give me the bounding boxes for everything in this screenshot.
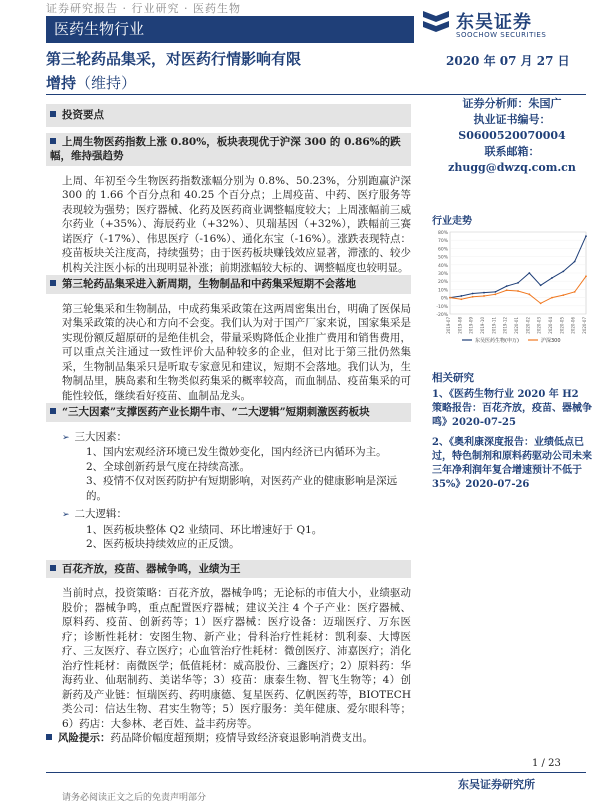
section-2-heading: 第三轮药品集采进入新周期，生物制品和中药集采短期不会落地 [62, 278, 356, 290]
x-tick-label: 2019-11 [491, 317, 497, 334]
square-bullet-icon [50, 280, 56, 286]
invest-points-band [46, 104, 411, 127]
data-point [528, 293, 530, 295]
data-point [517, 282, 519, 284]
email-label: 联系邮箱： [484, 145, 540, 158]
analyst-block [432, 96, 592, 176]
data-point [460, 295, 462, 297]
data-point [472, 296, 474, 298]
section-4-text: 当前时点，投资策略：百花齐放，器械争鸣；无论标的市值大小，业绩驱动股价；器械争鸣，重点配置医疗器械；建议关注 4 个子产业：医疗器械、原料药、疫苗、创新药等；1）医疗器械：医疗设备：迈瑞医疗、万东医疗；诊断性耗材：安图生物、新产业；骨科治疗性耗材：凯利泰、大博医疗、三友医疗、春立医疗；心血管治疗性耗材：微创医疗、沛嘉医疗；消化治疗性耗材：南微医学；低值耗材：威高股份、三鑫医疗；2）原料药：华海药业、仙琚制药、美诺华等；3）疫苗：康泰生物、智飞生物等；4）创新药及产业链：恒瑞医药、药明康德、复星医药、亿帆医药等，BIOTECH 类公司：信达生物、君实生物等；5）医疗服务：美年健康、爱尔眼科等；6）药店：大参林、老百姓、益丰药房等。 [62, 587, 411, 730]
disclaimer: 请务必阅读正文之后的免责声明部分 [62, 793, 207, 803]
industry-trend-chart [428, 228, 592, 348]
x-tick-label: 2019-07 [446, 317, 451, 334]
square-bullet-icon [50, 408, 56, 414]
data-point [506, 285, 508, 287]
logic-title [62, 507, 411, 523]
page-title: 第三轮药品集采，对医药行情影响有限 [46, 50, 302, 68]
data-point [494, 293, 496, 295]
data-point [540, 302, 542, 304]
related-research-title: 相关研究 [432, 372, 474, 384]
data-point [528, 272, 530, 274]
data-point [494, 291, 496, 293]
y-tick-label: 10% [437, 288, 448, 294]
factor-item: 1、国内宏观经济环境已发生微妙变化，国内经济已内循环为主。 [86, 446, 387, 458]
x-tick-label: 2019-10 [480, 317, 485, 334]
x-tick-label: 2020-03 [536, 317, 542, 334]
risk-text: 药品降价幅度超预期；疫情导致经济衰退影响消费支出。 [110, 732, 373, 744]
factors-title-text: 三大因素： [74, 430, 128, 443]
data-point [551, 297, 553, 299]
y-tick-label: 70% [437, 239, 448, 245]
logo-mark-icon [420, 8, 452, 38]
square-bullet-icon [50, 565, 56, 571]
report-type-line: 证券研究报告 · 行业研究 · 医药生物 [46, 2, 241, 15]
section-3-heading-band [46, 403, 411, 422]
section-1-heading: 上周生物医药指数上涨 0.80%，板块表现优于沪深 300 的 0.86%的跌幅，维持强趋势 [50, 135, 401, 162]
chart-title: 行业走势 [432, 216, 472, 227]
arrow-bullet-icon: ➢ [62, 510, 70, 520]
invest-points-heading: 投资要点 [62, 109, 104, 121]
y-tick-label: -10% [436, 304, 448, 310]
analyst-name: 朱国广 [528, 97, 562, 110]
y-tick-label: 20% [437, 280, 448, 286]
square-bullet-icon [50, 111, 56, 117]
series-line [450, 276, 586, 303]
logo-en-text: SOOCHOW SECURITIES [456, 31, 547, 39]
logic-item: 1、医药板块整体 Q2 业绩同、环比增速好于 Q1。 [86, 523, 323, 536]
square-bullet-icon [46, 734, 52, 740]
risk-line [46, 731, 411, 746]
logo-cn-text: 东吴证券 [456, 12, 532, 33]
section-3-heading: “三大因素”支撑医药产业长期牛市、“二大逻辑”短期刺激医药板块 [62, 406, 370, 418]
x-tick-label: 2020-06 [570, 317, 576, 334]
section-1-heading-band [46, 133, 411, 166]
x-tick-label: 2019-09 [468, 317, 474, 334]
footer-firm: 东吴证券研究所 [458, 778, 535, 791]
x-tick-label: 2020-01 [514, 317, 519, 334]
factor-item: 3、疫情不仅对医药防护有短期影响，对医药产业的健康影响是深远的。 [86, 475, 398, 502]
rating-value: 增持 [46, 74, 77, 92]
data-point [585, 235, 587, 237]
rating-line [46, 71, 406, 95]
risk-label: 风险提示： [58, 732, 111, 744]
data-point [517, 290, 519, 292]
data-point [449, 297, 451, 299]
y-tick-label: 80% [437, 231, 448, 236]
series-line [450, 236, 586, 298]
data-point [574, 291, 576, 293]
section-4-heading-band [46, 560, 411, 579]
y-tick-label: 0% [440, 296, 448, 302]
x-tick-label: 2019-12 [502, 317, 508, 334]
legend-label: 沪深300 [541, 338, 561, 344]
main-column [46, 104, 411, 746]
related-research-list [432, 388, 592, 498]
x-tick-label: 2020-02 [525, 317, 531, 334]
logic-item: 2、医药板块持续效应的正反馈。 [86, 538, 240, 550]
data-point [472, 293, 474, 295]
page-number: 1 / 23 [532, 758, 561, 769]
analyst-label: 证券分析师： [462, 97, 529, 110]
related-item[interactable]: 1、《医药生物行业 2020 年 H2 策略报告：百花齐放，疫苗、器械争鸣》2020-07-25 [432, 389, 592, 428]
y-tick-label: 30% [437, 272, 448, 277]
footer-divider [46, 772, 586, 773]
data-point [460, 298, 462, 300]
logic-title-text: 二大逻辑： [74, 508, 128, 520]
data-point [483, 292, 485, 294]
section-1-text: 上周、年初至今生物医药指数涨幅分别为 0.8%、50.23%，分别跑赢沪深 300 的 1.66 个百分点和 40.25 个百分点；上周疫苗、中药、医疗服务等表现较为强势；医疗器械、化药及医药商业调整幅度较大；上周涨幅前三威尔药业（+35%）、海辰药业（+32%）、贝瑞基因（+32%），跌幅前三赛诺医疗（-17%）、伟思医疗（-16%）、通化东宝（-16%）。涨跌表现特点：疫苗板块关注度高，持续强势；由于医药板块赚钱效应显著，滞涨的、较少机构关注医小标的出现明显补涨；前期涨幅较大标的、调整幅度也较明显。 [62, 174, 411, 274]
data-point [506, 289, 508, 291]
y-tick-label: 50% [437, 255, 448, 261]
x-tick-label: 2020-04 [548, 317, 553, 334]
x-tick-label: 2020-05 [559, 317, 565, 334]
y-tick-label: 60% [437, 247, 448, 253]
data-point [540, 284, 542, 286]
data-point [483, 295, 485, 297]
license-number: S0600520070004 [458, 129, 566, 142]
factors-block [46, 430, 411, 504]
email-address[interactable]: zhugg@dwzq.com.cn [448, 161, 576, 174]
square-bullet-icon [50, 138, 56, 144]
rating-note: （维持） [76, 74, 137, 92]
factor-item: 2、全球创新药景气度在持续高涨。 [86, 460, 251, 473]
data-point [574, 261, 576, 263]
section-2-heading-band [46, 275, 411, 294]
related-item[interactable]: 2、《奥利康深度报告：业绩低点已过，特色制剂和原料药驱动公司未来三年净利润年复合增速预计不低于 35%》2020-07-26 [432, 437, 592, 490]
factors-title [62, 430, 411, 446]
data-point [562, 270, 564, 272]
logic-block [46, 507, 411, 552]
report-date: 2020 年 07 月 27 日 [446, 54, 570, 68]
report-title-block [46, 47, 406, 95]
section-2-text: 第三轮集采和生物制品，中成药集采政策在这两周密集出台，明确了医保局对集采政策的决心和方向不会变。我们认为对于国产厂家来说，国家集采是实现份额反超原研的是绝佳机会，带量采购降低企业推广费用和销售费用，可以重点关注通过一致性评价大品种较多的企业，但对比于第三批仍然集采，生物制品集采只是听取专家意见和建议，短期不会落地。我们认为，生物制品里，胰岛素和生物类似药集采的概率较高，而血制品、疫苗集采的可能性较低，继续看好疫苗、血制品龙头。 [62, 302, 411, 402]
y-tick-label: 40% [437, 263, 448, 269]
data-point [585, 275, 587, 277]
section-4-heading: 百花齐放，疫苗、器械争鸣，业绩为王 [62, 562, 241, 575]
arrow-bullet-icon: ➢ [62, 432, 70, 443]
y-tick-label: -20% [436, 313, 448, 318]
data-point [562, 294, 564, 296]
legend-label: 东吴医药生物(申万) [475, 338, 519, 344]
header-divider [46, 94, 586, 95]
firm-logo [420, 8, 580, 42]
license-label: 执业证书编号： [473, 113, 551, 126]
x-tick-label: 2019-08 [457, 317, 463, 334]
data-point [551, 277, 553, 279]
x-tick-label: 2020-07 [582, 317, 587, 334]
sector-banner: 医药生物行业 [46, 16, 414, 43]
